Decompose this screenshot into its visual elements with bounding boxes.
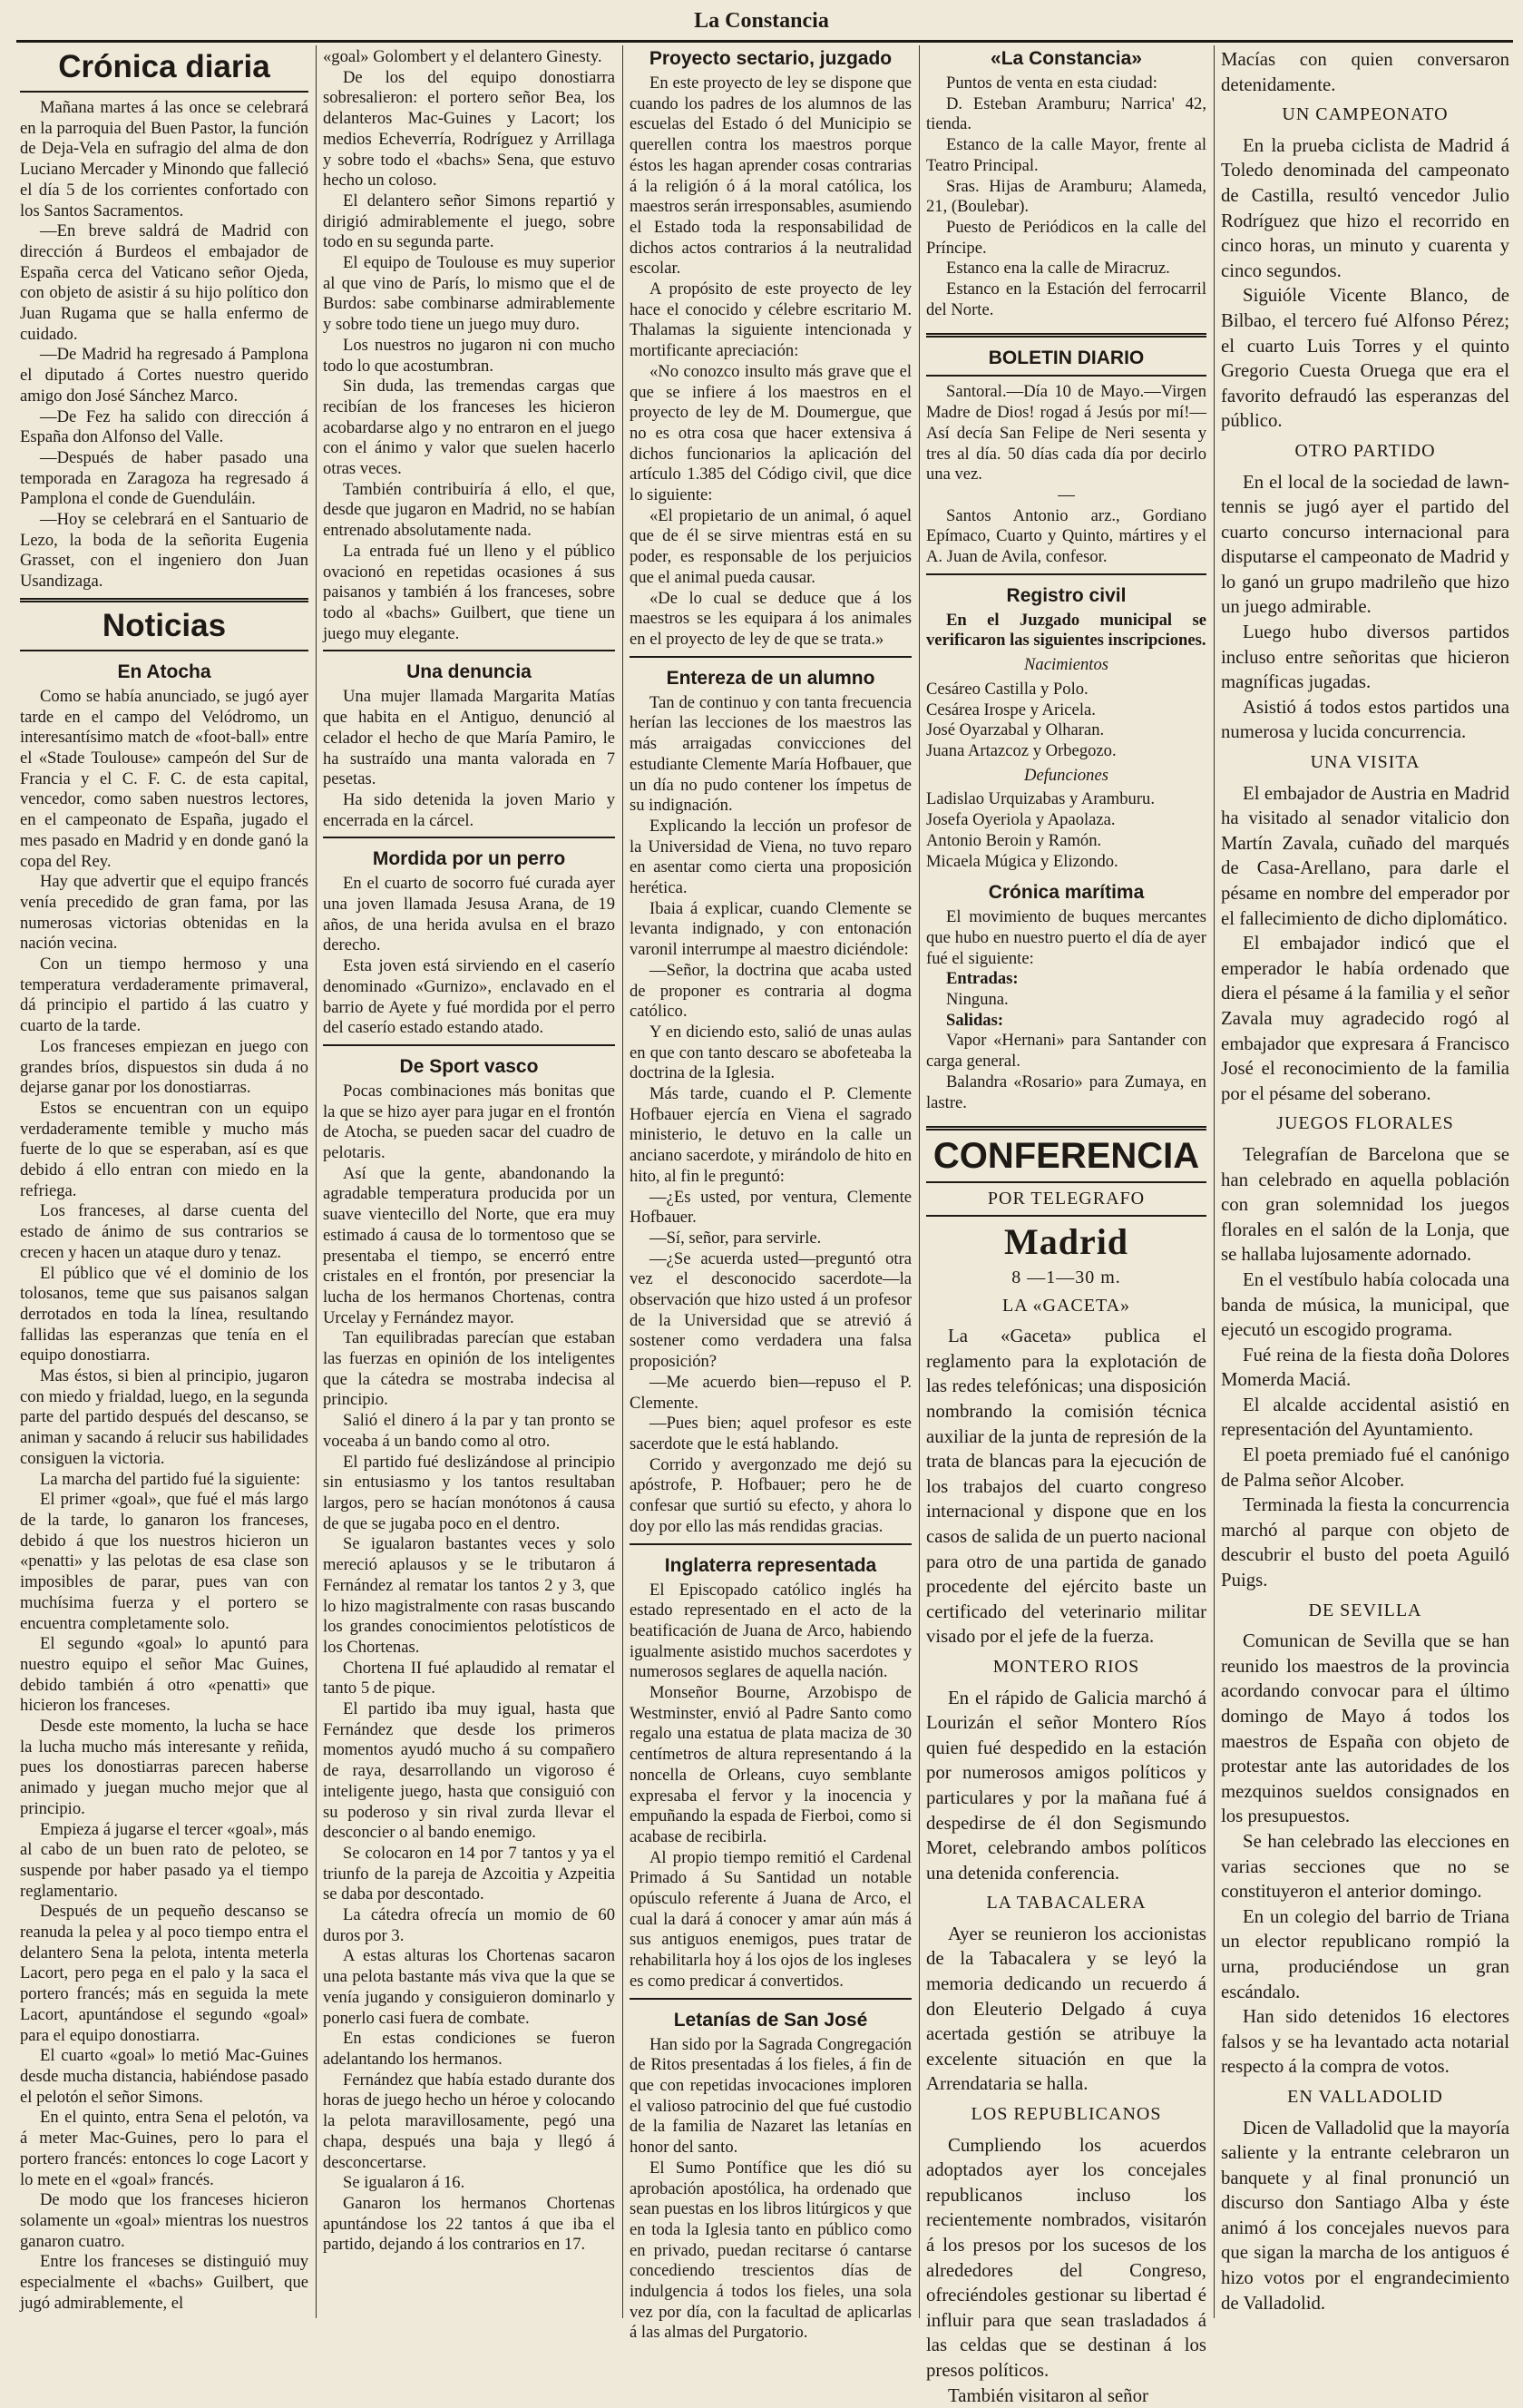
paragraph: Siguióle Vicente Blanco, de Bilbao, el tercero fué Alfonso Pérez; el cuarto Luis Torres y el quinto Gregorio Cuesta Oruega que era el favorito defraudó las esperanzas del público.	[1221, 285, 1509, 432]
paragraph: Santos Antonio arz., Gordiano Epímaco, Cuarto y Quinto, mártires y el A. Juan de Avila, confesor.	[926, 505, 1206, 567]
newspaper-title: La Constancia	[694, 9, 829, 33]
divider	[323, 1044, 615, 1046]
nacimientos-list	[926, 680, 1206, 762]
paragraph: Como se había anunciado, se jugó ayer tarde en el campo del Velódromo, un interesantísimo match de «foot-ball» entre el «Stade Toulouse» campeón del Sur de Francia y el C. F. C. de esta capital, vencedor, como saben nuestros lectores, en el campeonato de España, jugado el mes pasado en Madrid y en donde ganó la copa del Rey.	[20, 686, 308, 871]
paragraph: Han sido detenidos 16 electores falsos y se ha levantado acta notarial respecto á la compra de votos.	[1221, 2006, 1509, 2078]
divider	[926, 1181, 1206, 1183]
defunciones-label: Defunciones	[1024, 765, 1108, 785]
valladolid-heading: EN VALLADOLID	[1287, 2086, 1443, 2107]
hora: 8 —1—30 m.	[1011, 1267, 1121, 1287]
paragraph: En el cuarto de socorro fué curada ayer una joven llamada Jesusa Arana, de 19 años, de una herida avulsa en el brazo derecho.	[323, 874, 615, 955]
paragraph: «goal» Golombert y el delantero Ginesty.	[323, 47, 602, 66]
list-item: José Oyarzabal y Olharan.	[926, 720, 1105, 740]
column-rule	[1214, 45, 1215, 2318]
paragraph: A propósito de este proyecto de ley hace el conocido y célebre escritario M. Thalamas la siguiente intencionada y mortificante apreciación:	[630, 279, 912, 361]
paragraph: También visitaron al señor	[948, 2384, 1148, 2406]
paragraph: Los nuestros no jugaron ni con mucho todo lo que acostumbran.	[323, 335, 615, 376]
otro-partido-heading: OTRO PARTIDO	[1294, 440, 1436, 461]
paragraph: Estos se encuentran con un equipo verdaderamente temible y mucho más fuerte de lo que se esperaban, así es que debido á ello entran con miedo en la refriega.	[20, 1098, 308, 1200]
paragraph: En el vestíbulo había colocada una banda de música, la municipal, que ejecutó un escogido programa.	[1221, 1268, 1509, 1341]
paragraph: El público que vé el dominio de los tolosanos, teme que sus paisanos salgan derrotados en toda la línea, resultando fallidas las esperanzas que tenía en el equipo donostiarra.	[20, 1263, 308, 1366]
mordida-heading: Mordida por un perro	[372, 848, 566, 870]
paragraph: El primer «goal», que fué el más largo de la tarde, lo ganaron los franceses, debido á que los nuestros hicieron un «penatti» y las pelotas de esa clase son imposibles de parar, pues van con muchísima fuerza y el portero se encuentra completamente solo.	[20, 1490, 308, 1633]
divider	[323, 650, 615, 651]
proyecto-paragraphs	[630, 73, 912, 651]
paragraph: Estanco de la calle Mayor, frente al Teatro Principal.	[926, 135, 1206, 175]
paragraph: A estas alturas los Chortenas sacaron una pelota bastante más viva que la que se venía jugando y consiguieron dominarlo y ponerlo casi fuera de combate.	[323, 1946, 615, 2028]
paragraph: En este proyecto de ley se dispone que cuando los padres de los alumnos de las escuelas del Estado ó del Municipio se querellen contra los maestros porque éstos les hagan aprender cosas contrarias á la religión ó á la moral católica, los maestros serán irresponsables, asumiendo el Estado toda la responsabilidad de dichos actos contrarios á la neutralidad escolar.	[630, 73, 912, 279]
paragraph: En el local de la sociedad de lawn-tennis se jugó ayer el partido del cuarto concurso internacional para disputarse el campeonato de Madrid y lo ganó un grupo madrileño que hizo un juego admirable.	[1221, 471, 1509, 618]
paragraph: Vapor «Hernani» para Santander con carga general.	[926, 1031, 1206, 1072]
column-rule	[919, 45, 920, 2318]
paragraph: El segundo «goal» lo apuntó para nuestro equipo el señor Mac Guines, debido también á otro «penatti» que hicieron los franceses.	[20, 1634, 308, 1716]
defunciones-list	[926, 789, 1206, 872]
paragraph: En la prueba ciclista de Madrid á Toledo denominada del campeonato de Castilla, resultó vencedor Julio Rodríguez que hizo el recorrido en cinco horas, un minuto y cuarenta y cinco segundos.	[1221, 134, 1509, 281]
paragraph: Luego hubo diversos partidos incluso entre señoritas que hicieron magníficas jugadas.	[1221, 622, 1509, 693]
column-2	[323, 47, 615, 2320]
paragraph: También contribuiría á ello, el que, desde que jugaron en Madrid, no se habían entrenado absolutamente nada.	[323, 479, 615, 541]
paragraph: El Episcopado católico inglés ha estado representado en el acto de la beatificación de Juana de Arco, habiendo igualmente asistido muchos sacerdotes y numerosos seglares de aquella nación.	[630, 1580, 912, 1682]
paragraph: En estas condiciones se fueron adelantando los hermanos.	[323, 2029, 615, 2069]
paragraph: El equipo de Toulouse es muy superior al que vino de París, lo mismo que el de Burdos: sabe combinarse admirablemente y sobre todo tiene un juego muy duro.	[323, 253, 615, 335]
paragraph: Han sido por la Sagrada Congregación de Ritos presentadas á los fieles, á fin de que con repetidas invocaciones imploren el valioso patrocinio del que fué custodio de la familia de Nazaret las letanías en honor del santo.	[630, 2034, 912, 2158]
paragraph: Puntos de venta en esta ciudad:	[946, 73, 1157, 93]
column-1	[20, 47, 308, 2320]
conferencia-heading: CONFERENCIA	[932, 1136, 1200, 1177]
entradas-label: Entradas:	[946, 969, 1019, 989]
paragraph: El poeta premiado fué el canónigo de Palma señor Alcober.	[1221, 1444, 1509, 1491]
paragraph: Se igualaron bastantes veces y solo mereció aplausos y se le tributaron á Fernández al rematar los tantos 2 y 3, que lo hizo magistralmente con rasas buscando los grandes conocimientos pelotísticos de los Chortenas.	[323, 1534, 615, 1657]
column-5	[1221, 47, 1509, 2320]
paragraph: —Me acuerdo bien—repuso el P. Clemente.	[630, 1372, 912, 1413]
list-item: Micaela Múgica y Elizondo.	[926, 851, 1118, 871]
paragraph: El delantero señor Simons repartió y dirigió admirablemente el juego, sobre todo en su segunda parte.	[323, 191, 615, 252]
list-item: Cesáreo Castilla y Polo.	[926, 679, 1089, 699]
dash: —	[1058, 485, 1075, 504]
paragraph: Ganaron los hermanos Chortenas apuntándose los 22 tantos á que iba el partido, dejando á los contrarios en 17.	[323, 2193, 615, 2255]
paragraph: En el Juzgado municipal se verificaron las siguientes inscripciones.	[926, 610, 1206, 651]
paragraph: Balandra «Rosario» para Zumaya, en lastre.	[926, 1072, 1206, 1112]
paragraph: Estanco en la Estación del ferrocarril del Norte.	[926, 279, 1206, 319]
paragraph: —¿Se acuerda usted—preguntó otra vez el desconocido sacerdote—la observación que hizo usted á un profesor de la Universidad que se atrevió á sostener como verdadera una falsa proposición?	[630, 1248, 912, 1372]
tabacalera-heading: LA TABACALERA	[986, 1893, 1147, 1914]
conferencia-body	[926, 1294, 1206, 2408]
paragraph: El partido fué deslizándose al principio sin entusiasmo y los tantos resultaban largos, pero se hacían monótonos á causa de que se jugaba poco en el dentro.	[323, 1452, 615, 1533]
paragraph: Se colocaron en 14 por 7 tantos y ya el triunfo de la pareja de Azcoitia y Azpeitia se daba por descontado.	[323, 1843, 615, 1904]
paragraph: De modo que los franceses hicieron solamente un «goal» mientras los nuestros ganaron cuatro.	[20, 2190, 308, 2251]
divider	[20, 91, 308, 93]
masthead	[0, 0, 1523, 40]
paragraph: Monseñor Bourne, Arzobispo de Westminster, envió al Padre Santo como regalo una estatua de plata maciza de 30 centímetros de altura representando á la noncella de Orleans, cuyo semblante expresaba el fervor y la inocencia y empuñando la espada de Fierboi, como si acabase de recibirla.	[630, 1683, 912, 1846]
madrid-heading: Madrid	[1003, 1220, 1129, 1262]
atocha-continued	[323, 47, 615, 644]
paragraph: De los del equipo donostiarra sobresalieron: el portero señor Bea, los delanteros Mac-Guines y Lacort; los medios Echeverría, Rodríguez y Arrillaga y sobre todo el «bachs» Sena, que estuvo hecho un coloso.	[323, 67, 615, 191]
column-4	[926, 47, 1206, 2406]
salidas-label: Salidas:	[946, 1010, 1004, 1030]
cronica-maritima-heading: Crónica marítima	[988, 882, 1145, 904]
paragraph: Los franceses, al darse cuenta del estado de ánimo de sus contrarios se crecen y hacen un ataque duro y tenaz.	[20, 1201, 308, 1262]
paragraph: Y en diciendo esto, salió de unas aulas en que con tanto descaro se abofeteaba la doctrina de la Iglesia.	[630, 1022, 912, 1083]
paragraph: Cumpliendo los acuerdos adoptados ayer los concejales republicanos incluso los recientemente nombrados, visitarón á los presos por los sucesos de los alrededores del Congreso, ofreciéndoles gestionar su libertad é influir para que sean trasladados á las celdas que se destinan á los presos políticos.	[926, 2134, 1206, 2381]
paragraph: Con un tiempo hermoso y una temperatura verdaderamente primaveral, dá principio el partido á las cuatro y cuarto de la tarde.	[20, 954, 308, 1036]
paragraph: Salió el dinero á la par y tan pronto se voceaba á un bando como al otro.	[323, 1411, 615, 1451]
inglaterra-heading: Inglaterra representada	[664, 1554, 877, 1576]
paragraph: La «Gaceta» publica el reglamento para la explotación de las redes telefónicas; una disposición nombrando la comisión técnica auxiliar de la junta de represión de la trata de blancas para la ejecución de los trabajos del cuarto congreso internacional y dispone que en los casos de salida de un puerto nacional para otro de una partida de ganado procedente del ejército baste un certificado del veterinario militar visado por el jefe de la fuerza.	[926, 1326, 1206, 1648]
paragraph: «No conozco insulto más grave que el que se infiere á los maestros en el proyecto de ley de M. Doumergue, que no es otra cosa que hacer extensiva á dichos funcionarios la aplicación del artículo 1.385 del Código civil, que dice lo siguiente:	[630, 361, 912, 505]
list-item: Ladislao Urquizabas y Aramburu.	[926, 789, 1155, 809]
list-item: Josefa Oyeriola y Apaolaza.	[926, 810, 1116, 830]
una-visita-heading: UNA VISITA	[1310, 752, 1420, 773]
puntos-venta	[926, 73, 1206, 320]
montero-rios-heading: MONTERO RIOS	[992, 1656, 1140, 1677]
paragraph: En un colegio del barrio de Triana un elector republicano rompió la urna, produciéndose un gran escándalo.	[1221, 1905, 1509, 2002]
paragraph: Santoral.—Día 10 de Mayo.—Virgen Madre de Dios! rogad á Jesús por mí!—Así decía San Felipe de Neri sesenta y tres al día. 50 días cada día por decirlo una vez.	[926, 382, 1206, 485]
divider	[323, 837, 615, 838]
de-sevilla-heading: DE SEVILLA	[1308, 1600, 1422, 1620]
paragraph: «El propietario de un animal, ó aquel que de él se sirve mientras está en su poder, es responsable de los perjuicios que el animal pueda causar.	[630, 505, 912, 587]
paragraph: —Pues bien; aquel profesor es este sacerdote que le está hablando.	[630, 1414, 912, 1454]
list-item: Antonio Beroin y Ramón.	[926, 830, 1102, 850]
paragraph: El Sumo Pontífice que les dió su aprobación apostólica, ha ordenado que sean puestas en los libros litúrgicos y que en toda la Iglesia tanto en público como en privado, puedan recitarse ó cantarse concediendo trescientos días de indulgencia á todos los fieles, una sola vez por día, con la facultad de aplicarlas á las almas del Purgatorio.	[630, 2158, 912, 2343]
column-rule	[622, 45, 623, 2318]
paragraph: Al propio tiempo remitió el Cardenal Primado á Su Santidad un notable opúsculo referente á Juana de Arco, el cual la dará á conocer y amar aún más á sus antiguos enemigos, pues tratar de rehabilitarla hoy á los ojos de los ingleses es como predicar á convertidos.	[630, 1847, 912, 1991]
paragraph: Mañana martes á las once se celebrará en la parroquia del Buen Pastor, la función de Deja-Vela en sufragio del alma de don Luciano Mercader y Minondo que falleció el día 5 de los corrientes confortado con los Santos Sacramentos.	[20, 98, 308, 220]
juegos-florales-heading: JUEGOS FLORALES	[1276, 1113, 1454, 1134]
paragraph: Macías con quien conversaron detenidamente.	[1221, 49, 1509, 95]
paragraph: Fernández que había estado durante dos horas de juego hecho un héroe y colocando la pelota maravillosamente, pegó una chapa, después una baja y llegó á desconcertarse.	[323, 2070, 615, 2172]
list-item: Juana Artazcoz y Orbegozo.	[926, 740, 1117, 760]
paragraph: —Sí, señor, para servirle.	[649, 1228, 822, 1248]
divider	[926, 1126, 1206, 1131]
boletin-diario-heading: BOLETIN DIARIO	[988, 347, 1145, 369]
divider	[20, 650, 308, 651]
paragraph: Más tarde, cuando el P. Clemente Hofbauer ejercía en Viena el sagrado ministerio, le detuvo en la calle un anciano sacerdote, y mirándolo de hito en hito, al fin le preguntó:	[630, 1084, 912, 1186]
divider	[926, 333, 1206, 338]
paragraph: Esta joven está sirviendo en el caserío denominado «Gurnizo», enclavado en el barrio de Ayete y fué mordida por el perro del caserío estado estando atado.	[323, 956, 615, 1038]
la-constancia-heading: «La Constancia»	[991, 48, 1142, 69]
paragraph: D. Esteban Aramburu; Narrica' 42, tienda.	[926, 93, 1206, 134]
paragraph: Dicen de Valladolid que la mayoría saliente y la entrante celebraron un banquete y al final pronunció un discurso don Santiago Alba y éste animó á los concejales nuevos para que sigan la marcha de los antiguos é hizo votos por el engrandecimiento de Valladolid.	[1221, 2117, 1509, 2314]
campeonato-heading: UN CAMPEONATO	[1282, 104, 1449, 125]
atocha-paragraphs	[20, 687, 308, 2315]
paragraph: Puesto de Periódicos en la calle del Príncipe.	[926, 217, 1206, 258]
cronica-paragraphs	[20, 98, 308, 592]
paragraph: Estanco ena la calle de Miracruz.	[946, 259, 1170, 279]
paragraph: Entre los franceses se distinguió muy especialmente el «bachs» Guilbert, que jugó admirablemente, el	[20, 2252, 308, 2313]
paragraph: Asistió á todos estos partidos una numerosa y lucida concurrencia.	[1221, 696, 1509, 743]
paragraph: Pocas combinaciones más bonitas que la que se hizo ayer para jugar en el frontón de Atocha, se pueden sacar del cuadro de pelotaris.	[323, 1081, 615, 1163]
republicanos-heading: LOS REPUBLICANOS	[971, 2104, 1162, 2125]
divider	[630, 1998, 912, 2000]
proyecto-heading: Proyecto sectario, juzgado	[649, 48, 893, 69]
registro-civil-heading: Registro civil	[1006, 584, 1127, 606]
en-atocha-heading: En Atocha	[117, 661, 211, 682]
paragraph: —De Fez ha salido con dirección á España don Alfonso del Valle.	[20, 406, 308, 447]
paragraph: Después de un pequeño descanso se reanuda la pelea y al poco tiempo entra el delantero Sena la pelota, intenta meterla Lacort, pero pega en el palo y la saca el portero francés; más en seguida la mete Lacort, apuntándose el segundo «goal» para el equipo donostiarra.	[20, 1902, 308, 2045]
paragraph: Se han celebrado las elecciones en varias secciones que no se constituyeron el anterior domingo.	[1221, 1830, 1509, 1903]
gaceta-heading: LA «GACETA»	[1001, 1295, 1131, 1316]
paragraph: Se igualaron á 16.	[343, 2173, 465, 2193]
paragraph: Tan equilibradas parecían que estaban las fuerzas en opinión de los inteligentes que la cátedra se mostraba indecisa al principio.	[323, 1328, 615, 1410]
una-denuncia-heading: Una denuncia	[406, 661, 532, 683]
paragraph: Hay que advertir que el equipo francés venía precedido de gran fama, por las numerosas victorias obtenidas en la nación vecina.	[20, 872, 308, 954]
paragraph: Una mujer llamada Margarita Matías que habita en el Antiguo, denunció al celador el hecho de que María Pamiro, le ha sustraído una manta valorada en 7 pesetas.	[323, 687, 615, 789]
paragraph: —Después de haber pasado una temporada en Zaragoza ha regresado á Pamplona el conde de Guenduláin.	[20, 447, 308, 509]
list-item: Cesárea Irospe y Aricela.	[926, 700, 1096, 719]
paragraph: —¿Es usted, por ventura, Clemente Hofbauer.	[630, 1187, 912, 1228]
nacimientos-label: Nacimientos	[1024, 655, 1108, 675]
paragraph: El alcalde accidental asistió en representación del Ayuntamiento.	[1221, 1394, 1509, 1441]
paragraph: Empieza á jugarse el tercer «goal», más al cabo de un buen rato de peloteo, se suspende por haber pasado ya el tiempo reglamentario.	[20, 1819, 308, 1901]
divider	[630, 1543, 912, 1545]
paragraph: El embajador indicó que el emperador le había ordenado que diera el pésame á la familia y el señor Zavala muy agradecido rogó al embajador que expresara á Francisco José el reconocimiento de la familia por el pésame del soberano.	[1221, 933, 1509, 1104]
letanias-paragraphs	[630, 2035, 912, 2344]
paragraph: Chortena II fué aplaudido al rematar el tanto 5 de pique.	[323, 1658, 615, 1698]
divider	[926, 573, 1206, 575]
paragraph: El partido iba muy igual, hasta que Fernández que desde los primeros momentos ayudó mucho á su compañero de raya, desarrollando un vigoroso é inteligente juego, hasta que consiguió con su poderoso y sin rival zurda llevar el desconcier o al bando enemigo.	[323, 1699, 615, 1843]
paragraph: La entrada fué un lleno y el público ovacionó en repetidas ocasiones á sus paisanos y también á los franceses, sobre todo al «bachs» Guilbert, que tiene un juego muy elegante.	[323, 541, 615, 643]
sport-vasco-heading: De Sport vasco	[399, 1055, 539, 1077]
letanias-heading: Letanías de San José	[673, 2009, 868, 2031]
por-telegrafo: POR TELEGRAFO	[987, 1189, 1146, 1209]
masthead-rule	[16, 40, 1513, 43]
paragraph: La cátedra ofrecía un momio de 60 duros por 3.	[323, 1905, 615, 1945]
column-3	[630, 47, 912, 2343]
paragraph: —Hoy se celebrará en el Santuario de Lezo, la boda de la señorita Eugenia Grasset, con el ingeniero don Juan Usandizaga.	[20, 510, 308, 592]
paragraph: La marcha del partido fué la siguiente:	[40, 1469, 301, 1489]
noticias-heading: Noticias	[102, 607, 227, 643]
sport-paragraphs	[323, 1082, 615, 2256]
cronica-diaria-heading: Crónica diaria	[58, 49, 270, 84]
paragraph: Ayer se reunieron los accionistas de la Tabacalera y se leyó la memoria dedicando un recuerdo á don Eleuterio Delgado á cuya acertada gestión se atribuye la excelente situación en que la Arrendataria se halla.	[926, 1923, 1206, 2095]
paragraph: El movimiento de buques mercantes que hubo en nuestro puerto el día de ayer fué el siguiente:	[926, 907, 1206, 968]
paragraph: Fué reina de la fiesta doña Dolores Momerda Maciá.	[1221, 1344, 1509, 1391]
paragraph: En el rápido de Galicia marchó á Lourizán el señor Montero Ríos quien fué despedido en la estación por numerosos amigos políticos y particulares y por la mañana fué á despedirse de él don Segismundo Moret, celebrando ambos políticos una detenida conferencia.	[926, 1687, 1206, 1884]
paragraph: —En breve saldrá de Madrid con dirección á Burdeos el embajador de España cerca del Vaticano señor Ojeda, con objeto de asistir á su hijo político don Juan Rugama que se halla enfermo de cuidado.	[20, 221, 308, 344]
paragraph: Sras. Hijas de Aramburu; Alameda, 21, (Boulebar).	[926, 176, 1206, 217]
paragraph: Terminada la fiesta la concurrencia marchó al parque con objeto de descubrir el busto del poeta Aguiló Puigs.	[1221, 1494, 1509, 1591]
paragraph: El cuarto «goal» lo metió Mac-Guines desde mucha distancia, habiéndose pasado el pelotón el señor Simons.	[20, 2046, 308, 2107]
paragraph: «De lo cual se deduce que á los maestros se les equipara á los animales en el proyecto de ley de que se trata.»	[630, 588, 912, 649]
inglaterra-paragraphs	[630, 1581, 912, 1992]
paragraph: En el quinto, entra Sena el pelotón, va á meter Mac-Guines, pero lo para el portero francés: entonces lo coge Lacort y lo mete en el «goal» francés.	[20, 2108, 308, 2189]
paragraph: Comunican de Sevilla que se han reunido los maestros de la provincia acordando convocar para el último domingo de Mayo á todos los maestros de España con objeto de protestar ante las autoridades de los mezquinos sueldos consignados en los presupuestos.	[1221, 1630, 1509, 1827]
paragraph: Explicando la lección un profesor de la Universidad de Viena, no tuvo reparo en asentar como cierta una proposición herética.	[630, 816, 912, 898]
paragraph: Tan de continuo y con tanta frecuencia herían las lecciones de los maestros las más arraigadas convicciones del estudiante Clemente María Hofbauer, que un día no pudo contener los ímpetus de su indignación.	[630, 692, 912, 816]
paragraph: Mas éstos, si bien al principio, jugaron con miedo y frialdad, luego, en la segunda parte del partido después del descanso, se animan y sacando á relucir sus habilidades consiguen la victoria.	[20, 1366, 308, 1468]
entradas-value: Ninguna.	[946, 990, 1009, 1010]
divider	[926, 1215, 1206, 1217]
paragraph: —Señor, la doctrina que acaba usted de proponer es contraria al dogma católico.	[630, 960, 912, 1022]
paragraph: Así que la gente, abandonando la agradable temperatura producida por un suave vientecillo del Norte, que era muy estimado á causa de lo tormentoso que se presentaba el tiempo, se encerró entre cristales en el frontón, por presenciar la lucha de los hermanos Chortenas, contra Urcelay y Fernández mayor.	[323, 1163, 615, 1327]
paragraph: Sin duda, las tremendas cargas que recibían de los franceses les hicieron acobardarse algo y no entraron en el juego con el ánimo y valor que suelen hacerlo otras veces.	[323, 377, 615, 479]
divider	[926, 375, 1206, 377]
paragraph: Desde este momento, la lucha se hace la lucha mucho más interesante y reñida, pues los donostiarras parecen haberse animado y juegan mucho mejor que al principio.	[20, 1717, 308, 1818]
entereza-heading: Entereza de un alumno	[666, 667, 875, 689]
paragraph: —De Madrid ha regresado á Pamplona el diputado á Cortes nuestro querido amigo don José Sánchez Marco.	[20, 345, 308, 406]
paragraph: Ha sido detenida la joven Mario y encerrada en la cárcel.	[323, 789, 615, 830]
column-rule	[316, 45, 317, 2318]
divider	[630, 656, 912, 658]
paragraph: Corrido y avergonzado me dejó su apóstrofe, P. Hofbauer; pero he de confesar que surtió su efecto, y ahora lo doy por ello las más rendidas gracias.	[630, 1454, 912, 1536]
divider	[20, 598, 308, 602]
paragraph: Telegrafían de Barcelona que se han celebrado en aquella población con gran solemnidad los juegos florales en el salón de la Lonja, que se hallaba lujosamente adornado.	[1221, 1143, 1509, 1266]
entereza-paragraphs	[630, 693, 912, 1538]
paragraph: Ibaia á explicar, cuando Clemente se levanta indignado, y con entonación varonil interrumpe al maestro diciéndole:	[630, 898, 912, 960]
paragraph: Los franceses empiezan en juego con grandes bríos, dispuestos sin duda á no dejarse ganar por los donostiarras.	[20, 1036, 308, 1098]
paragraph: El embajador de Austria en Madrid ha visitado al senador vitalicio don Martín Zavala, cuñado del marqués de Casa-Arellano, para darle el pésame en nombre del emperador por el fallecimiento de dicho diplomático.	[1221, 782, 1509, 929]
